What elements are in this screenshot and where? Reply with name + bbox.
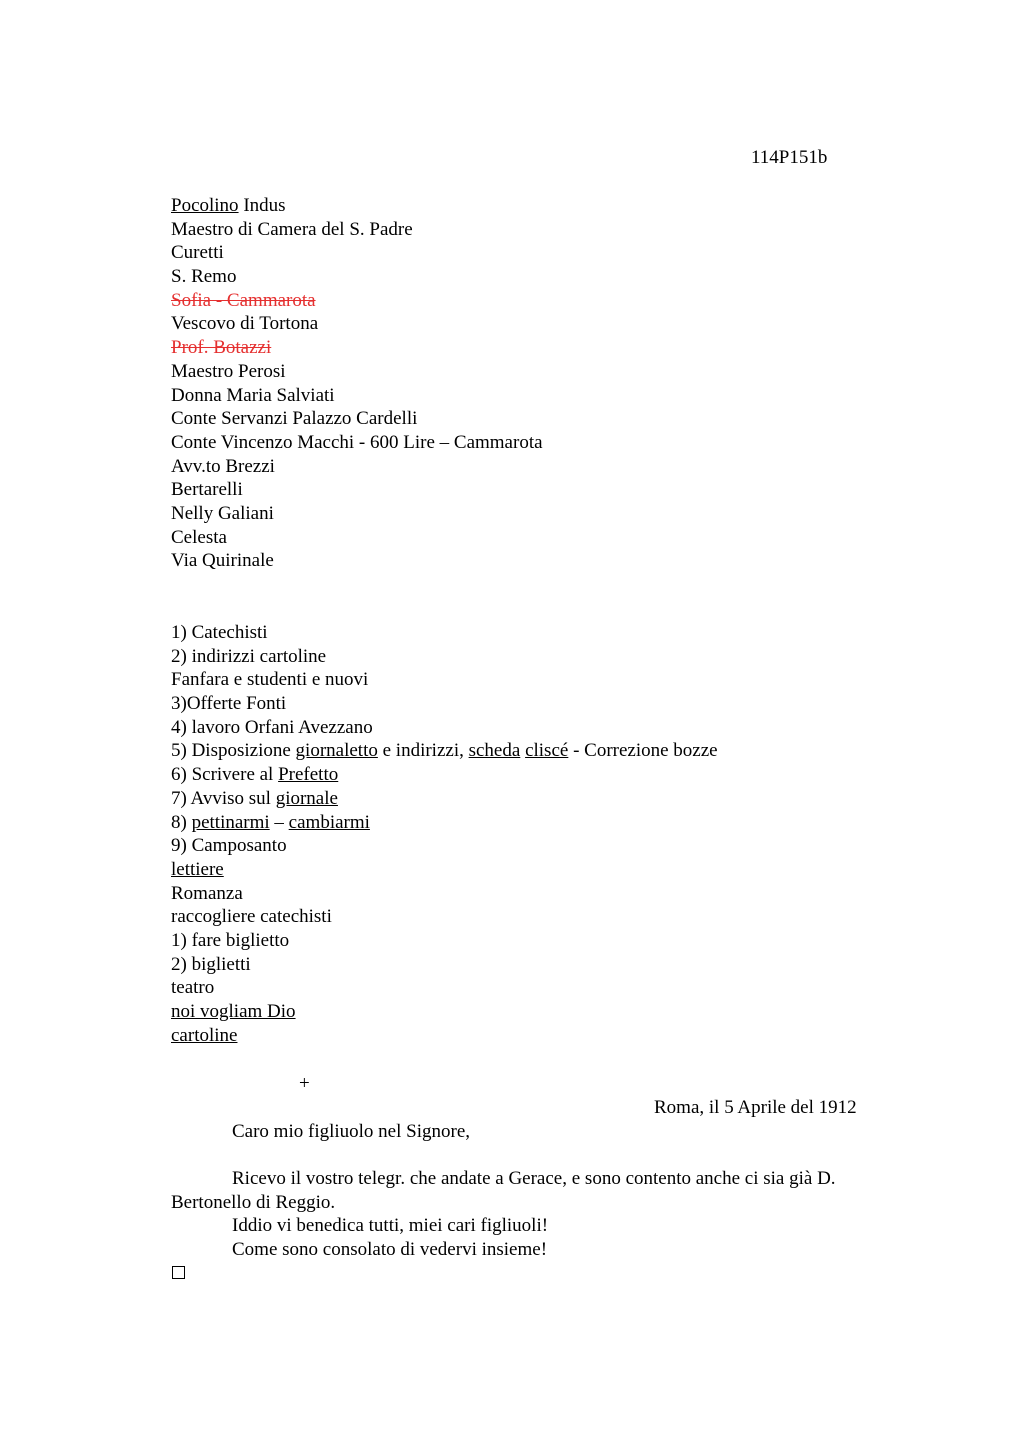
list-item: 4) lavoro Orfani Avezzano bbox=[171, 716, 373, 738]
list-item: 3)Offerte Fonti bbox=[171, 693, 287, 715]
list-item: 9) Camposanto bbox=[171, 835, 287, 857]
letter-salutation-block bbox=[171, 1120, 901, 1144]
list-item: Romanza bbox=[171, 882, 243, 904]
list-item: Conte Servanzi Palazzo Cardelli bbox=[171, 408, 418, 430]
underlined-word: Prefetto bbox=[278, 764, 339, 786]
letter-paragraph: Come sono consolato di vedervi insieme! bbox=[232, 1239, 548, 1261]
list-item bbox=[171, 1000, 931, 1024]
letter-salutation: Caro mio figliuolo nel Signore, bbox=[232, 1121, 471, 1142]
underlined-word: scheda bbox=[468, 740, 521, 762]
underlined-word: noi vogliam Dio bbox=[171, 1001, 296, 1022]
list-item: Conte Vincenzo Macchi - 600 Lire – Cammarota bbox=[171, 431, 543, 453]
underlined-word: cartoline bbox=[171, 1024, 238, 1046]
underlined-word: pettinarmi bbox=[191, 811, 270, 833]
list-item: S. Remo bbox=[171, 266, 237, 288]
list-item: 7) Avviso sul giornale bbox=[171, 787, 338, 809]
list-item: raccogliere catechisti bbox=[171, 906, 332, 928]
underlined-word: lettiere bbox=[171, 858, 224, 880]
struck-text: Prof. Botazzi bbox=[171, 337, 272, 359]
underlined-word: Pocolino bbox=[171, 195, 239, 216]
underlined-word: giornale bbox=[275, 787, 338, 809]
list-item: 6) Scrivere al Prefetto bbox=[171, 764, 339, 786]
letter-body bbox=[171, 1167, 901, 1262]
list-item: Fanfara e studenti e nuovi bbox=[171, 669, 369, 691]
list-item bbox=[171, 336, 931, 360]
list-item: Maestro di Camera del S. Padre bbox=[171, 218, 413, 240]
list-item: Vescovo di Tortona bbox=[171, 313, 319, 335]
letter-date: Roma, il 5 Aprile del 1912 bbox=[654, 1097, 857, 1118]
list-item: 1) fare biglietto bbox=[171, 929, 290, 951]
list-item: Via Quirinale bbox=[171, 550, 274, 572]
list-item: Donna Maria Salviati bbox=[171, 384, 335, 406]
list-item: Celesta bbox=[171, 526, 227, 548]
list-item: 2) indirizzi cartoline bbox=[171, 645, 327, 667]
underlined-word: cliscé bbox=[525, 740, 569, 762]
reference-code: 114P151b bbox=[751, 147, 828, 168]
list-item bbox=[171, 858, 931, 882]
tasks-list bbox=[171, 621, 931, 1047]
underlined-word: cambiarmi bbox=[288, 811, 370, 833]
list-item bbox=[171, 1024, 931, 1048]
list-item: Nelly Galiani bbox=[171, 502, 274, 524]
cross-mark: + bbox=[299, 1073, 310, 1094]
list-item: Maestro Perosi bbox=[171, 360, 286, 382]
letter-paragraph: Ricevo il vostro telegr. che andate a Gerace, e sono contento anche ci sia già D. Bertonello di Reggio. bbox=[171, 1168, 836, 1213]
list-item: 8) pettinarmi – cambiarmi bbox=[171, 811, 370, 833]
list-item: Curetti bbox=[171, 242, 224, 264]
list-item: 2) biglietti bbox=[171, 953, 251, 975]
list-item: teatro bbox=[171, 977, 215, 999]
list-item bbox=[171, 289, 931, 313]
underlined-word: giornaletto bbox=[295, 740, 378, 762]
list-item: Bertarelli bbox=[171, 479, 243, 501]
list-item: 5) Disposizione giornaletto e indirizzi, scheda cliscé - Correzione bozze bbox=[171, 740, 718, 762]
names-list bbox=[171, 194, 931, 573]
list-item: Avv.to Brezzi bbox=[171, 455, 275, 477]
checkbox-empty-icon bbox=[172, 1266, 185, 1279]
list-item: Pocolino Indus bbox=[171, 195, 286, 216]
struck-text: Sofia - Cammarota bbox=[171, 289, 316, 311]
letter-paragraph: Iddio vi benedica tutti, miei cari figliuoli! bbox=[232, 1215, 549, 1237]
list-item: 1) Catechisti bbox=[171, 622, 268, 643]
